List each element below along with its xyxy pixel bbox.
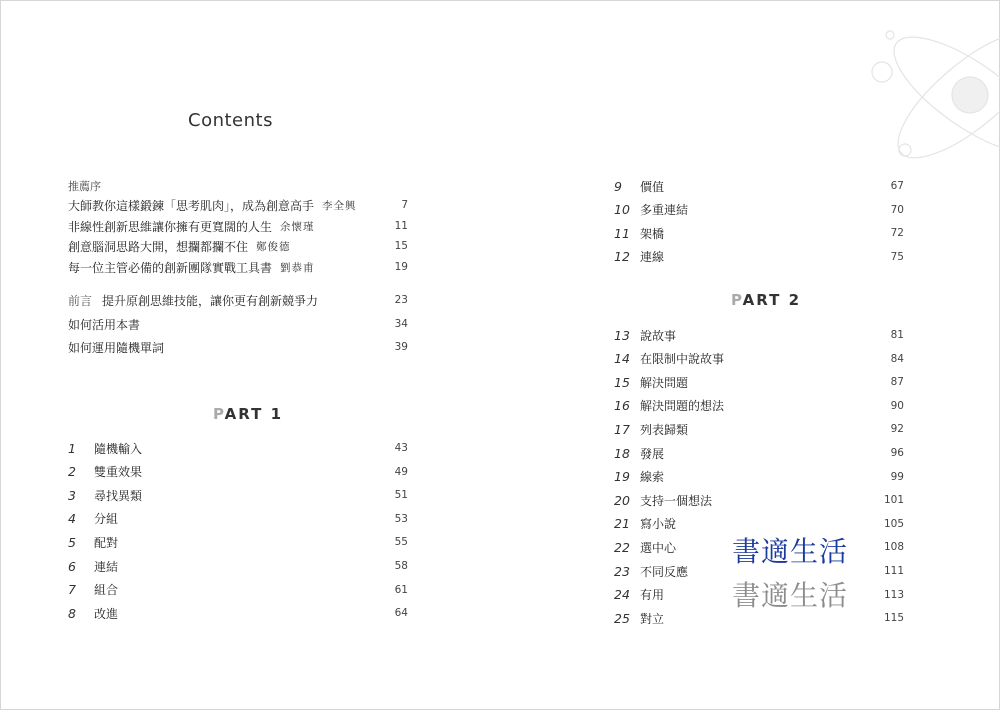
chapter-title: 尋找異類 bbox=[94, 488, 143, 503]
list-item bbox=[614, 443, 664, 463]
page-number: 75 bbox=[890, 250, 904, 263]
list-item bbox=[614, 608, 664, 628]
chapter-number: 12 bbox=[614, 249, 630, 264]
list-item-preface: 前言 提升原創思維技能，讓你更有創新競爭力 bbox=[68, 293, 319, 308]
chapter-title: 架橋 bbox=[640, 226, 665, 241]
chapter-number: 9 bbox=[614, 178, 622, 194]
chapter-title: 雙重效果 bbox=[94, 465, 143, 480]
page-number: 92 bbox=[890, 423, 904, 436]
watermark-logo: 書適生活 bbox=[732, 535, 849, 568]
watermark-logo-grey: 書適生活 bbox=[732, 579, 849, 612]
list-item bbox=[614, 514, 676, 534]
chapter-number: 10 bbox=[614, 202, 630, 217]
chapter-number: 17 bbox=[614, 421, 630, 437]
chapter-title: 支持一個想法 bbox=[640, 493, 713, 508]
page-number: 49 bbox=[394, 465, 408, 478]
chapter-number: 8 bbox=[68, 605, 76, 621]
chapter-title: 組合 bbox=[94, 583, 119, 598]
list-item: 如何活用本書 bbox=[68, 317, 141, 332]
chapter-title: 列表歸類 bbox=[640, 422, 689, 437]
page-number: 90 bbox=[890, 399, 904, 412]
chapter-number: 19 bbox=[614, 469, 630, 485]
chapter-title: 解決問題 bbox=[640, 375, 689, 390]
page-number: 55 bbox=[394, 536, 408, 549]
chapter-number: 3 bbox=[68, 487, 76, 503]
list-item bbox=[614, 396, 724, 416]
page-number: 87 bbox=[890, 376, 904, 389]
chapter-title: 連線 bbox=[640, 250, 665, 264]
chapter-number: 23 bbox=[614, 563, 630, 579]
list-item bbox=[614, 561, 688, 581]
section-label-recommendation: 推薦序 bbox=[68, 180, 101, 193]
chapter-title: 改進 bbox=[94, 606, 119, 621]
page-number: 53 bbox=[394, 512, 408, 525]
list-item bbox=[68, 532, 118, 552]
page-number: 51 bbox=[394, 489, 408, 502]
page-number: 81 bbox=[890, 329, 904, 341]
chapter-title: 不同反應 bbox=[640, 564, 689, 579]
page-number: 58 bbox=[394, 560, 408, 572]
page-number: 15 bbox=[394, 240, 408, 252]
chapter-number: 14 bbox=[614, 351, 630, 367]
page-number: 23 bbox=[394, 294, 408, 306]
list-item bbox=[68, 462, 142, 482]
page-number: 11 bbox=[394, 220, 408, 232]
list-item bbox=[68, 438, 142, 458]
list-item bbox=[614, 537, 676, 557]
chapter-title: 價值 bbox=[640, 179, 665, 194]
chapter-number: 16 bbox=[614, 398, 630, 414]
chapter-title: 說故事 bbox=[640, 328, 677, 343]
page-number: 43 bbox=[394, 442, 408, 454]
chapter-title: 在限制中說故事 bbox=[640, 352, 725, 367]
chapter-number: 18 bbox=[614, 445, 630, 461]
list-item bbox=[614, 490, 712, 510]
page-title: Contents bbox=[188, 110, 273, 131]
chapter-title: 發展 bbox=[640, 446, 665, 461]
page-number: 67 bbox=[890, 180, 904, 192]
list-item bbox=[614, 372, 688, 392]
page-number: 101 bbox=[883, 494, 904, 507]
chapter-number: 2 bbox=[68, 464, 76, 480]
chapter-number: 4 bbox=[68, 511, 76, 527]
list-item bbox=[614, 325, 676, 345]
page-number: 64 bbox=[394, 607, 408, 620]
page-number: 99 bbox=[890, 470, 904, 483]
list-item bbox=[614, 200, 688, 220]
chapter-title: 解決問題的想法 bbox=[640, 399, 725, 414]
page-number: 72 bbox=[890, 227, 904, 239]
chapter-number: 11 bbox=[614, 225, 630, 241]
page-number: 7 bbox=[401, 199, 408, 211]
list-item: 如何運用隨機單詞 bbox=[68, 340, 165, 355]
chapter-number: 24 bbox=[614, 587, 630, 603]
list-item bbox=[68, 603, 118, 623]
chapter-number: 1 bbox=[68, 440, 76, 456]
chapter-number: 7 bbox=[68, 582, 76, 598]
list-item bbox=[614, 467, 664, 487]
list-item bbox=[614, 419, 688, 439]
chapter-title: 線索 bbox=[640, 470, 665, 485]
chapter-title: 配對 bbox=[94, 535, 119, 550]
list-item bbox=[68, 556, 118, 576]
page-number: 105 bbox=[883, 517, 904, 530]
part-heading-1: PART 1 bbox=[213, 405, 284, 423]
chapter-number: 13 bbox=[614, 327, 630, 343]
atom-decoration bbox=[860, 0, 1000, 200]
chapter-number: 25 bbox=[614, 610, 630, 626]
chapter-number: 5 bbox=[68, 534, 76, 550]
chapter-title: 連結 bbox=[94, 559, 119, 574]
chapter-number: 20 bbox=[614, 492, 630, 508]
part-heading-2: PART 2 bbox=[731, 291, 802, 309]
page-number: 34 bbox=[394, 318, 408, 330]
list-item bbox=[68, 485, 142, 505]
page-number: 113 bbox=[883, 588, 904, 601]
chapter-number: 6 bbox=[68, 558, 76, 574]
chapter-title: 選中心 bbox=[640, 540, 677, 555]
page-number: 39 bbox=[394, 341, 408, 353]
chapter-number: 22 bbox=[614, 539, 630, 555]
page-number: 84 bbox=[890, 352, 904, 365]
chapter-title: 分組 bbox=[94, 512, 119, 527]
list-item bbox=[614, 349, 724, 369]
list-item bbox=[68, 509, 118, 529]
list-item bbox=[614, 176, 664, 196]
page-number: 115 bbox=[883, 612, 904, 625]
chapter-number: 15 bbox=[614, 374, 630, 390]
chapter-title: 對立 bbox=[640, 611, 665, 626]
list-item bbox=[614, 223, 664, 243]
list-item: 每一位主管必備的創新團隊實戰工具書 劉恭甫 bbox=[68, 260, 315, 275]
list-item: 非線性創新思維讓你擁有更寬闊的人生 余懷瑾 bbox=[68, 219, 315, 234]
page-number: 111 bbox=[883, 565, 904, 577]
chapter-title: 寫小說 bbox=[640, 517, 677, 532]
list-item: 創意腦洞思路大開，想攔都攔不住 鄭俊德 bbox=[68, 239, 291, 254]
page-number: 61 bbox=[394, 583, 408, 596]
chapter-title: 有用 bbox=[640, 588, 665, 603]
chapter-number: 21 bbox=[614, 516, 630, 532]
list-item bbox=[68, 580, 118, 600]
chapter-title: 多重連結 bbox=[640, 203, 689, 217]
page-number: 19 bbox=[394, 261, 408, 273]
page-number: 70 bbox=[890, 203, 904, 216]
list-item: 大師教你這樣鍛鍊「思考肌肉」，成為創意高手 李全興 bbox=[68, 198, 357, 213]
chapter-title: 隨機輸入 bbox=[94, 441, 143, 456]
page-number: 96 bbox=[890, 447, 904, 459]
list-item bbox=[614, 585, 664, 605]
page-number: 108 bbox=[883, 541, 904, 554]
list-item bbox=[614, 247, 664, 267]
